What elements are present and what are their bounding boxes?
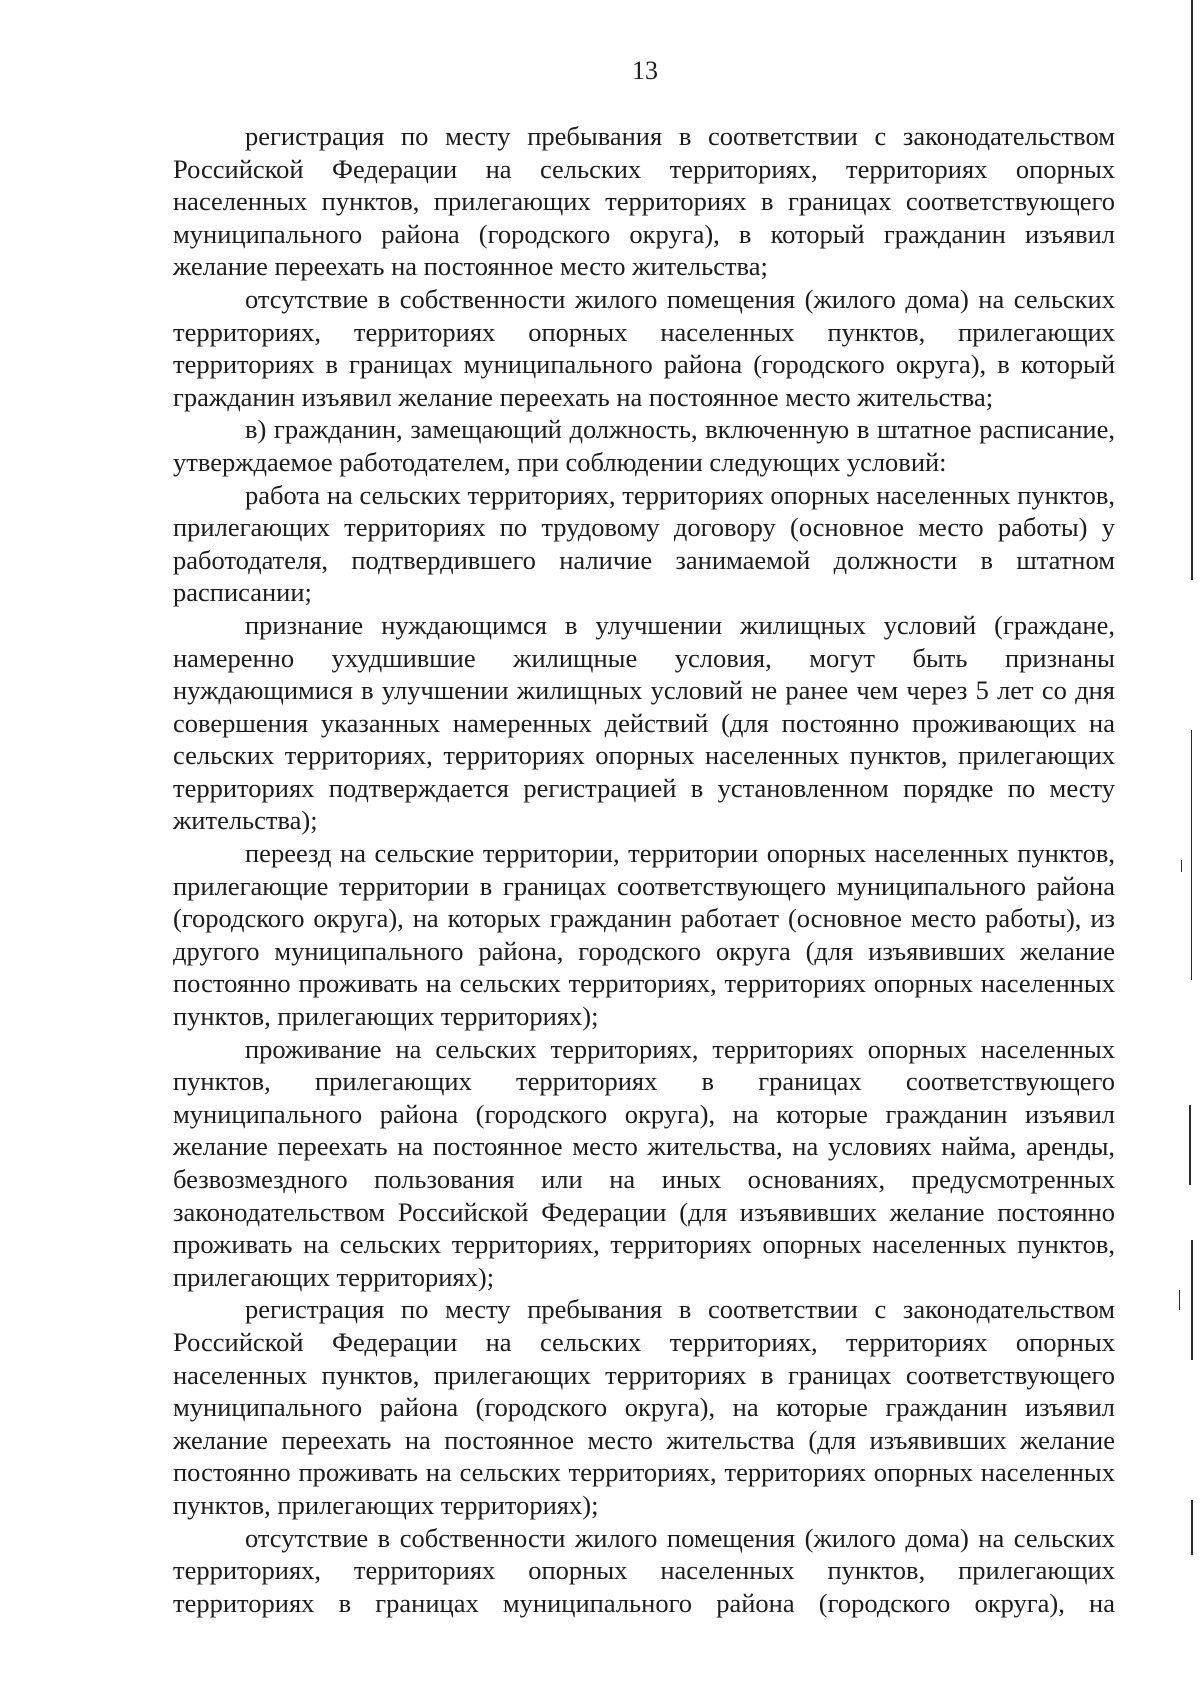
paragraph-last: отсутствие в собственности жилого помещения (жилого дома) на сельских территориях, территориях опорных населенных пунктов, прилегающих территориях в границах муниципального района (городского округа), на: [173, 1522, 1115, 1618]
paragraph: работа на сельских территориях, территориях опорных населенных пунктов, прилегающих территориях по трудовому договору (основное место работы) у работодателя, подтвердившего наличие занимаемой должности в штатном расписании;: [173, 479, 1115, 608]
scan-edge-line: [1191, 0, 1193, 580]
scan-edge-line: [1191, 1240, 1193, 1360]
paragraph: регистрация по месту пребывания в соответствии с законодательством Российской Федерации на сельских территориях, территориях опорных населенных пунктов, прилегающих территориях в границах соответствующего муниципального района (городского округа), на которые гражданин изъявил желание переехать на постоянное место жительства (для изъявивших желание постоянно проживать на сельских территориях, территориях опорных населенных пунктов, прилегающих территориях);: [173, 1294, 1115, 1520]
scan-edge-line: [1189, 1105, 1191, 1185]
paragraph: переезд на сельские территории, территории опорных населенных пунктов, прилегающие территории в границах соответствующего муниципального района (городского округа), на которых гражданин работает (основное место работы), из другого муниципального района, городского округа (для изъявивших желание постоянно проживать на сельских территориях, территориях опорных населенных пунктов, прилегающих территориях);: [173, 838, 1115, 1032]
paragraph: признание нуждающимся в улучшении жилищных условий (граждане, намеренно ухудшившие жилищные условия, могут быть признаны нуждающимися в улучшении жилищных условий не ранее чем через 5 лет со дня совершения указанных намеренных действий (для постоянно проживающих на сельских территориях, территориях опорных населенных пунктов, прилегающих территориях подтверждается регистрацией в установленном порядке по месту жительства);: [173, 609, 1115, 836]
scan-edge-line: [1191, 730, 1192, 980]
page-number: 13: [632, 56, 658, 85]
scan-edge-mark: [1179, 1290, 1180, 1310]
paragraph: в) гражданин, замещающий должность, включенную в штатное расписание, утверждаемое работодателем, при соблюдении следующих условий:: [173, 414, 1115, 477]
paragraph: проживание на сельских территориях, территориях опорных населенных пунктов, прилегающих территориях в границах соответствующего муниципального района (городского округа), на которые гражданин изъявил желание переехать на постоянное место жительства, на условиях найма, аренды, безвозмездного пользования или на иных основаниях, предусмотренных законодательством Российской Федерации (для изъявивших желание постоянно проживать на сельских территориях, территориях опорных населенных пунктов, прилегающих территориях);: [173, 1033, 1115, 1292]
scan-edge-line: [1191, 1500, 1193, 1555]
paragraph: отсутствие в собственности жилого помещения (жилого дома) на сельских территориях, территориях опорных населенных пунктов, прилегающих территориях в границах муниципального района (городского округа), в который гражданин изъявил желание переехать на постоянное место жительства;: [173, 283, 1115, 412]
scan-edge-mark: [1181, 860, 1182, 872]
document-body: [173, 120, 1115, 1619]
paragraph: регистрация по месту пребывания в соответствии с законодательством Российской Федерации на сельских территориях, территориях опорных населенных пунктов, прилегающих территориях в границах соответствующего муниципального района (городского округа), в который гражданин изъявил желание переехать на постоянное место жительства;: [173, 121, 1115, 282]
